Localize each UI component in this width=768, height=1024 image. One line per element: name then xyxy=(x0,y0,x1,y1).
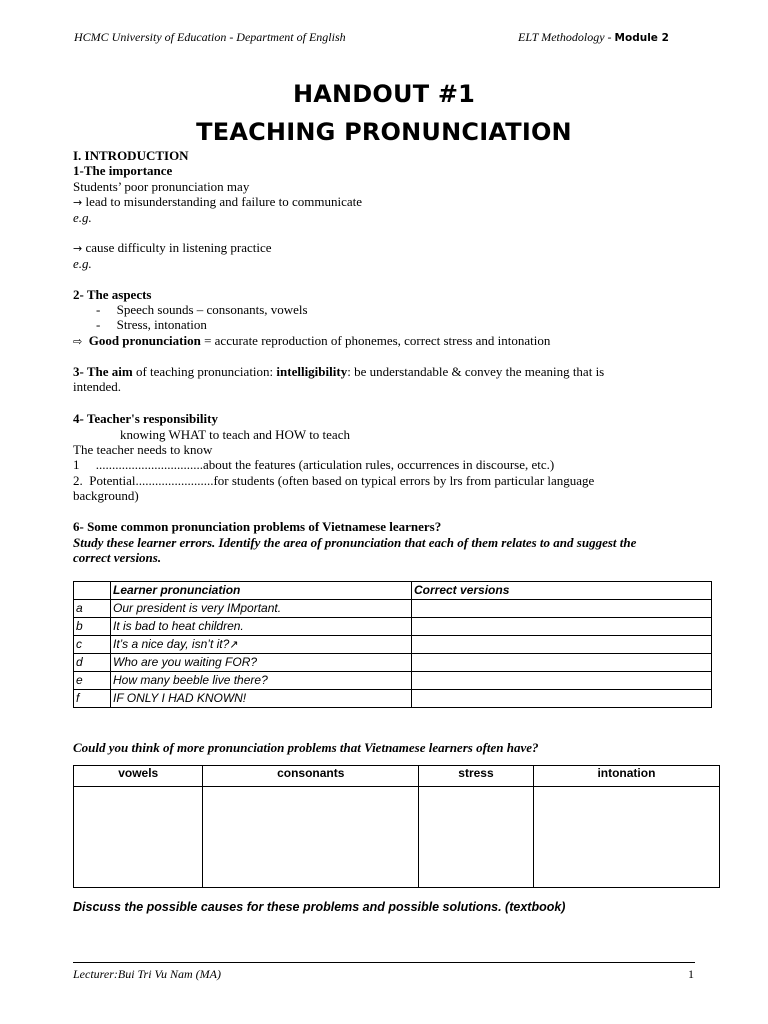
header-left: HCMC University of Education - Department of English xyxy=(74,30,346,44)
aim-statement xyxy=(73,364,604,379)
importance-lead: Students’ poor pronunciation may xyxy=(73,179,250,194)
table-row xyxy=(74,787,720,888)
example-label-1: e.g. xyxy=(73,210,92,225)
problems-heading: 6- Some common pronunciation problems of Vietnamese learners? xyxy=(73,519,442,534)
importance-point-2 xyxy=(73,240,272,256)
good-pronunciation-label: Good pronunciation xyxy=(88,333,201,348)
answer-cell-stress[interactable] xyxy=(419,787,534,888)
table-row xyxy=(74,618,712,636)
row-letter: d xyxy=(74,654,111,672)
learner-pronunciation-cell xyxy=(111,636,412,654)
arrow-icon: → xyxy=(73,196,83,209)
aspects-item-text: Stress, intonation xyxy=(116,317,207,332)
row-letter: f xyxy=(74,690,111,708)
table-header-cell xyxy=(74,582,111,600)
footer-divider xyxy=(73,962,695,963)
learner-pronunciation-cell: How many beeble live there? xyxy=(111,672,412,690)
aim-text-3: intended. xyxy=(73,379,122,394)
aim-text-2: : be understandable & convey the meaning that is xyxy=(347,364,605,379)
rising-intonation-icon: ↗ xyxy=(229,638,239,651)
table-row xyxy=(74,636,712,654)
learner-errors-table xyxy=(73,581,712,708)
module-label: Module 2 xyxy=(614,32,669,44)
problems-instruction-2: correct versions. xyxy=(73,550,162,565)
responsibility-line-2: The teacher needs to know xyxy=(73,442,213,457)
table-header-cell: Learner pronunciation xyxy=(111,582,412,600)
aspects-heading: 2- The aspects xyxy=(73,287,152,302)
row-letter: a xyxy=(74,600,111,618)
table-header-row xyxy=(74,582,712,600)
hollow-arrow-icon: ⇨ xyxy=(73,335,83,348)
responsibility-line-1: knowing WHAT to teach and HOW to teach xyxy=(120,427,350,442)
table-header-cell: Correct versions xyxy=(412,582,712,600)
column-header-intonation: intonation xyxy=(533,766,719,787)
page-number: 1 xyxy=(688,967,694,981)
correct-version-cell[interactable] xyxy=(412,636,712,654)
correct-version-cell[interactable] xyxy=(412,672,712,690)
handout-number: HANDOUT #1 xyxy=(292,80,476,108)
learner-pronunciation-cell: It is bad to heat children. xyxy=(111,618,412,636)
aspects-item: - Speech sounds – consonants, vowels xyxy=(96,302,308,317)
table-row xyxy=(74,690,712,708)
answer-cell-vowels[interactable] xyxy=(74,787,203,888)
importance-heading: 1-The importance xyxy=(73,163,173,178)
table-row xyxy=(74,654,712,672)
problem-areas-table xyxy=(73,765,720,888)
learner-pronunciation-text: It’s a nice day, isn’t it? xyxy=(113,637,230,651)
table-row xyxy=(74,600,712,618)
importance-point-1-text: lead to misunderstanding and failure to communicate xyxy=(85,194,362,209)
answer-cell-consonants[interactable] xyxy=(203,787,419,888)
learner-pronunciation-cell: IF ONLY I HAD KNOWN! xyxy=(111,690,412,708)
column-header-stress: stress xyxy=(419,766,534,787)
correct-version-cell[interactable] xyxy=(412,654,712,672)
good-pronunciation-definition xyxy=(73,333,550,349)
importance-point-1 xyxy=(73,194,362,210)
aim-key-term: intelligibility xyxy=(276,364,348,379)
importance-point-2-text: cause difficulty in listening practice xyxy=(85,240,272,255)
table-row xyxy=(74,672,712,690)
header-right xyxy=(518,30,669,45)
handout-title: TEACHING PRONUNCIATION xyxy=(196,118,572,146)
column-header-vowels: vowels xyxy=(74,766,203,787)
problems-instruction-1: Study these learner errors. Identify the area of pronunciation that each of them relates to and suggest the xyxy=(73,535,637,550)
aspects-item: - Stress, intonation xyxy=(96,317,207,332)
column-header-consonants: consonants xyxy=(203,766,419,787)
section-introduction-heading: I. INTRODUCTION xyxy=(73,148,189,163)
discussion-prompt: Discuss the possible causes for these problems and possible solutions. (textbook) xyxy=(73,900,566,914)
responsibility-item-1: 1 .................................about the features (articulation rules, occurrences in discourse, etc.) xyxy=(73,457,555,472)
row-letter: b xyxy=(74,618,111,636)
arrow-icon: → xyxy=(73,242,83,255)
learner-pronunciation-cell: Who are you waiting FOR? xyxy=(111,654,412,672)
row-letter: c xyxy=(74,636,111,654)
responsibility-item-2: 2. Potential........................for students (often based on typical errors by lrs from particular language xyxy=(73,473,595,488)
aim-text-1: of teaching pronunciation: xyxy=(135,364,274,379)
correct-version-cell[interactable] xyxy=(412,618,712,636)
course-name: ELT Methodology - xyxy=(518,30,612,44)
more-problems-question: Could you think of more pronunciation problems that Vietnamese learners often have? xyxy=(73,740,539,755)
learner-pronunciation-cell: Our president is very IMportant. xyxy=(111,600,412,618)
aspects-item-text: Speech sounds – consonants, vowels xyxy=(116,302,308,317)
correct-version-cell[interactable] xyxy=(412,600,712,618)
answer-cell-intonation[interactable] xyxy=(533,787,719,888)
good-pronunciation-text: = accurate reproduction of phonemes, correct stress and intonation xyxy=(204,333,551,348)
responsibility-item-2b: background) xyxy=(73,488,139,503)
responsibility-heading: 4- Teacher's responsibility xyxy=(73,411,218,426)
row-letter: e xyxy=(74,672,111,690)
aim-label: 3- The aim xyxy=(73,364,133,379)
footer-lecturer: Lecturer:Bui Tri Vu Nam (MA) xyxy=(73,967,221,981)
example-label-2: e.g. xyxy=(73,256,92,271)
correct-version-cell[interactable] xyxy=(412,690,712,708)
table-header-row xyxy=(74,766,720,787)
